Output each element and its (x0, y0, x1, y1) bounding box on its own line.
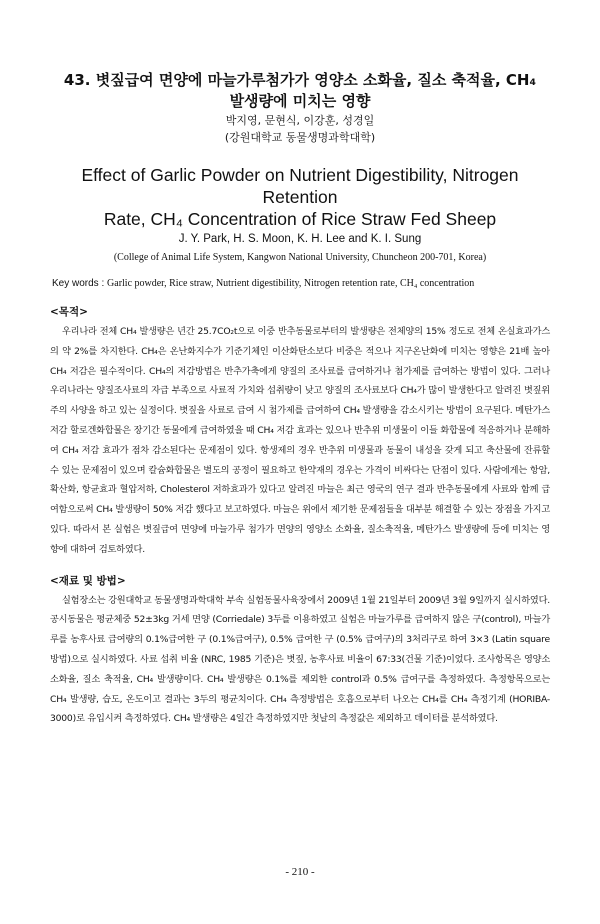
keywords-line (50, 276, 550, 291)
korean-authors: 박지영, 문현식, 이강훈, 성경일 (225, 114, 375, 127)
korean-affiliation: (강원대학교 동물생명과학대학) (224, 131, 376, 144)
english-title-line2: Rate, CH₄ Concentration of Rice Straw Fed Sheep (103, 209, 497, 229)
purpose-heading: <목적> (50, 306, 88, 318)
english-affiliation: (College of Animal Life System, Kangwon National University, Chuncheon 200-701, Korea) (113, 252, 487, 263)
methods-heading: <재료 및 방법> (50, 574, 126, 587)
english-title (50, 164, 550, 230)
purpose-text: 우리나라 전체 CH₄ 발생량은 년간 25.7CO₂t으로 이중 반추동물로부터의 발생량은 전체양의 15% 정도로 전체 온실효과가스의 약 2%를 차지한다. CH₄은 온난화지수가 기준기체인 이산화탄소보다 비중은 적으나 지구온난화에 미치는 영향은 21배 높아 CH₄ 저감은 필수적이다. CH₄의 저감방법은 반추가축에게 양질의 조사료를 급여하거나 첨가제를 급여하는 방법이 있다. 그러나 우리나라는 양질조사료의 자급 부족으로 사료적 가치와 섭취량이 낮고 양질의 조사료보다 CH₄가 많이 발생한다고 알려진 볏짚위주의 사양을 하고 있는 실정이다. 볏짚을 사료로 급여 시 첨가제를 급여하여 CH₄ 발생량을 감소시키는 방법이 요구된다. 메탄가스 저감 할로겐화합물은 장기간 동물에게 급여하였을 때 CH₄ 저감 효과는 있으나 반추위 미생물이 이들 화합물에 적응하거나 분해하여 CH₄ 저감 효과가 점차 감소된다는 문제점이 있다. 항생제의 경우 반추위 미생물과 동물이 내성을 갖게 되고 축산물에 잔류할 수 있는 문제점이 있으며 칼슘화합물은 별도의 공정이 필요하고 한약재의 경우는 가격이 비싸다는 단점이 있다. 사람에게는 항암, 확산화, 항균효과 혈압저하, Cholesterol 저하효과가 있다고 알려진 마늘은 최근 영국의 연구 결과 반추동물에게 사료와 함께 급여함으로써 CH₄ 발생량이 50% 저감 했다고 보고하였다. 마늘은 위에서 제기한 문제점들을 대부분 해결할 수 있는 장점을 가지고 있다. 따라서 본 실험은 볏짚급여 면양에 마늘가루 첨가가 면양의 영양소 소화율, 질소축적율, 메탄가스 발생량에 등에 미치는 영향에 대하여 검토하였다. (50, 326, 550, 555)
keywords-label: Key words : (52, 278, 108, 289)
purpose-paragraph (50, 322, 550, 560)
keywords-text: Garlic powder, Rice straw, Nutrient digestibility, Nitrogen retention rate, CH₄ concentration (107, 278, 475, 289)
korean-title-line1: 43. 볏짚급여 면양에 마늘가루첨가가 영양소 소화율, 질소 축적율, CH₄ (63, 71, 537, 89)
methods-paragraph (50, 591, 550, 730)
english-title-line1: Effect of Garlic Powder on Nutrient Digestibility, Nitrogen Retention (81, 165, 519, 207)
korean-title (50, 70, 550, 112)
english-authors: J. Y. Park, H. S. Moon, K. H. Lee and K. I. Sung (178, 233, 422, 245)
methods-text: 실험장소는 강원대학교 동물생명과학대학 부속 실험동물사육장에서 2009년 1월 21일부터 2009년 3월 9일까지 실시하였다. 공시동물은 평균체중 52±3kg 거세 면양 (Corriedale) 3두를 이용하였고 실험은 마늘가루를 급여하지 않은 구(control), 마늘가루를 농후사료 급여량의 0.1%급여한 구 (0.1%급여구), 0.5% 급여한 구 (0.5% 급여구)의 3처리구로 하여 3×3 (Latin square 방법)으로 실시하였다. 사료 섭취 비율 (NRC, 1985 기준)은 볏짚, 농후사료 비율이 67:33(건물 기준)이었다. 조사항목은 영양소 소화율, 질소 축적율, CH₄ 발생량이다. CH₄ 발생량은 0.1%를 제외한 control과 0.5% 급여구를 측정하였다. 측정항목으로는 CH₄ 발생량, 습도, 온도이고 결과는 3두의 평균치이다. CH₄ 측정방법은 호흡으로부터 나오는 CH₄를 CH₄ 측정기계 (HORIBA-3000)로 유입시켜 측정하였다. CH₄ 발생량은 4일간 측정하였지만 첫날의 측정값은 제외하고 데이터를 분석하였다. (50, 594, 550, 725)
page-number: - 210 - (285, 866, 315, 878)
korean-title-line2: 발생량에 미치는 영향 (229, 92, 371, 110)
paper-page (0, 70, 600, 924)
